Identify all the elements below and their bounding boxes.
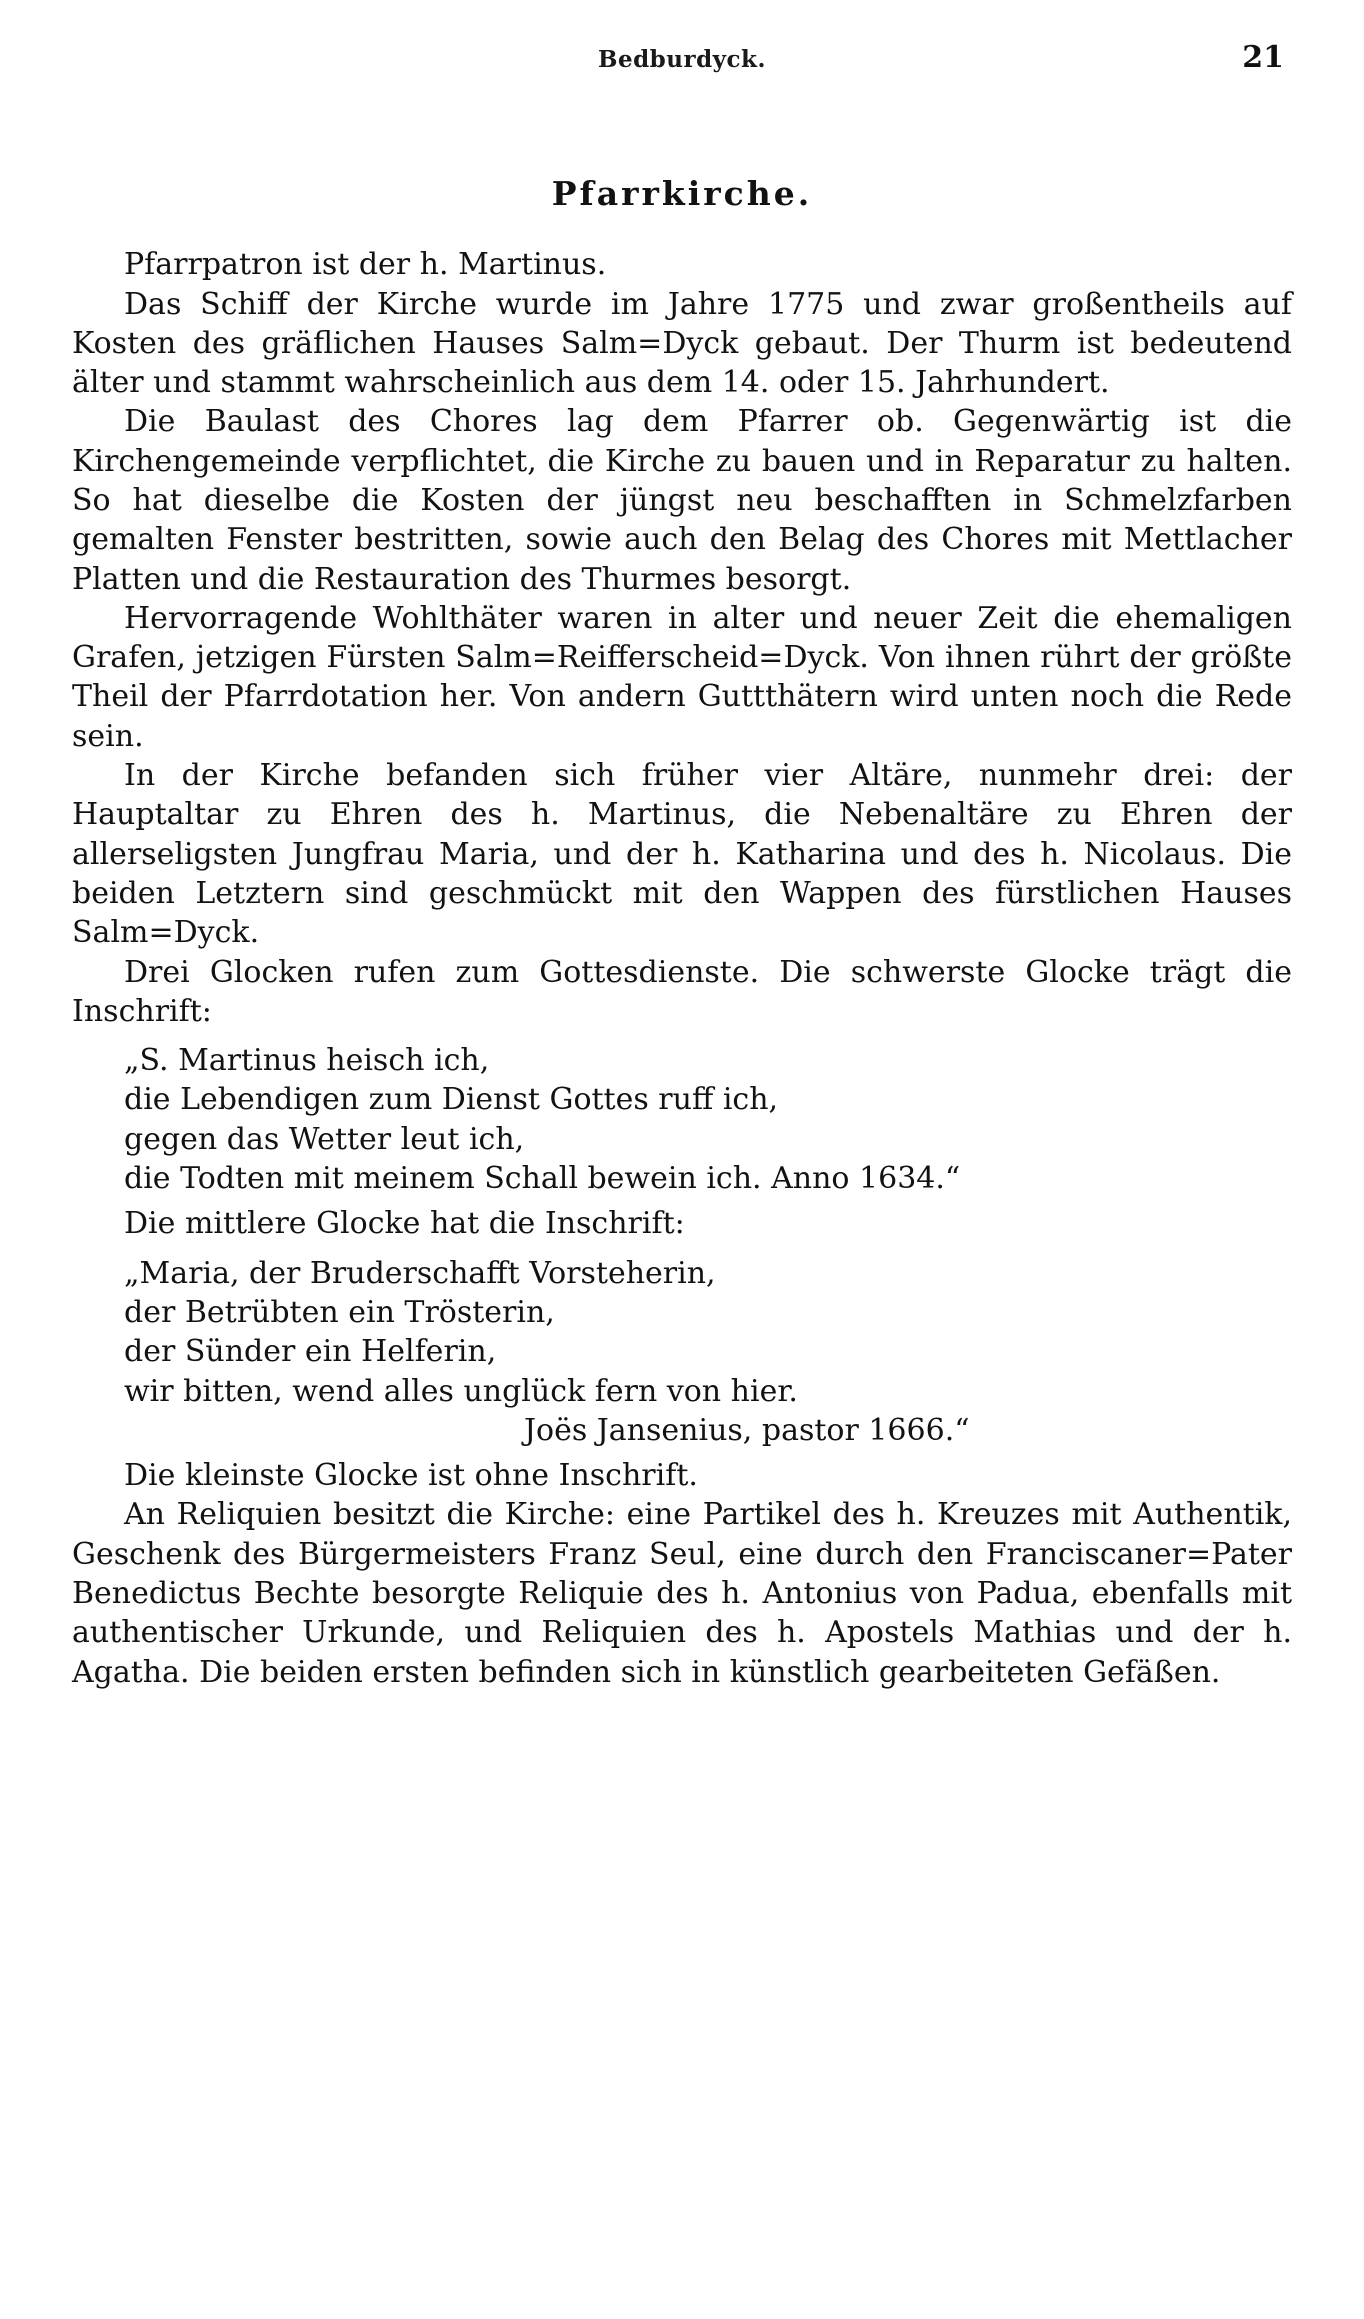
- paragraph: Hervorragende Wohlthäter waren in alter und neuer Zeit die ehemaligen Grafen, jetzigen Fürsten Salm=Reifferscheid=Dyck. Von ihnen rührt der größte Theil der Pfarrdotation her. Von andern Guttthätern wird unten noch die Rede sein.: [72, 600, 1292, 754]
- page-number: 21: [1242, 40, 1284, 75]
- inscription-signature: Joës Jansenius, pastor 1666.“: [524, 1412, 970, 1448]
- middle-bell-intro: Die mittlere Glocke hat die Inschrift:: [124, 1206, 685, 1242]
- inscription-line: gegen das Wetter leut ich,: [124, 1121, 525, 1157]
- inscription-line: der Betrübten ein Trösterin,: [124, 1294, 555, 1330]
- running-head: Bedburdyck.: [598, 46, 766, 73]
- page-body: [72, 172, 1292, 1692]
- paragraph: Das Schiff der Kirche wurde im Jahre 1775 und zwar großentheils auf Kosten des gräflichen Hauses Salm=Dyck gebaut. Der Thurm ist bedeutend älter und stammt wahrscheinlich aus dem 14. oder 15. Jahrhundert.: [72, 286, 1292, 401]
- inscription-line: die Lebendigen zum Dienst Gottes ruff ich,: [124, 1082, 779, 1118]
- bell-inscription-one: [72, 1041, 1292, 1198]
- inscription-line: wir bitten, wend alles unglück fern von hier.: [124, 1373, 798, 1409]
- inscription-line: „Maria, der Bruderschafft Vorsteherin,: [124, 1255, 716, 1291]
- page-header: [80, 0, 1284, 116]
- inscription-line: die Todten mit meinem Schall bewein ich. Anno 1634.“: [124, 1161, 961, 1197]
- paragraph: An Reliquien besitzt die Kirche: eine Partikel des h. Kreuzes mit Authentik, Geschenk des Bürgermeisters Franz Seul, eine durch den Franciscaner=Pater Benedictus Bechte besorgte Reliquie des h. Antonius von Padua, ebenfalls mit authentischer Urkunde, und Reliquien des h. Apostels Mathias und der h. Agatha. Die beiden ersten befinden sich in künstlich gearbeiteten Gefäßen.: [72, 1497, 1292, 1690]
- paragraph: Pfarrpatron ist der h. Martinus.: [124, 247, 607, 283]
- paragraph: Drei Glocken rufen zum Gottesdienste. Die schwerste Glocke trägt die Inschrift:: [72, 954, 1292, 1029]
- bell-inscription-two: [72, 1254, 1292, 1450]
- section-title: Pfarrkirche.: [551, 174, 813, 213]
- inscription-line: „S. Martinus heisch ich,: [124, 1043, 490, 1079]
- inscription-line: der Sünder ein Helferin,: [124, 1334, 497, 1370]
- paragraph: Die Baulast des Chores lag dem Pfarrer ob. Gegenwärtig ist die Kirchengemeinde verpflichtet, die Kirche zu bauen und in Reparatur zu halten. So hat dieselbe die Kosten der jüngst neu beschafften in Schmelzfarben gemalten Fenster bestritten, sowie auch den Belag des Chores mit Mettlacher Platten und die Restauration des Thurmes besorgt.: [72, 404, 1292, 597]
- paragraph: In der Kirche befanden sich früher vier Altäre, nunmehr drei: der Hauptaltar zu Ehren des h. Martinus, die Nebenaltäre zu Ehren der allerseligsten Jungfrau Maria, und der h. Katharina und des h. Nicolaus. Die beiden Letztern sind geschmückt mit den Wappen des fürstlichen Hauses Salm=Dyck.: [72, 758, 1292, 951]
- paragraph: Die kleinste Glocke ist ohne Inschrift.: [124, 1458, 698, 1494]
